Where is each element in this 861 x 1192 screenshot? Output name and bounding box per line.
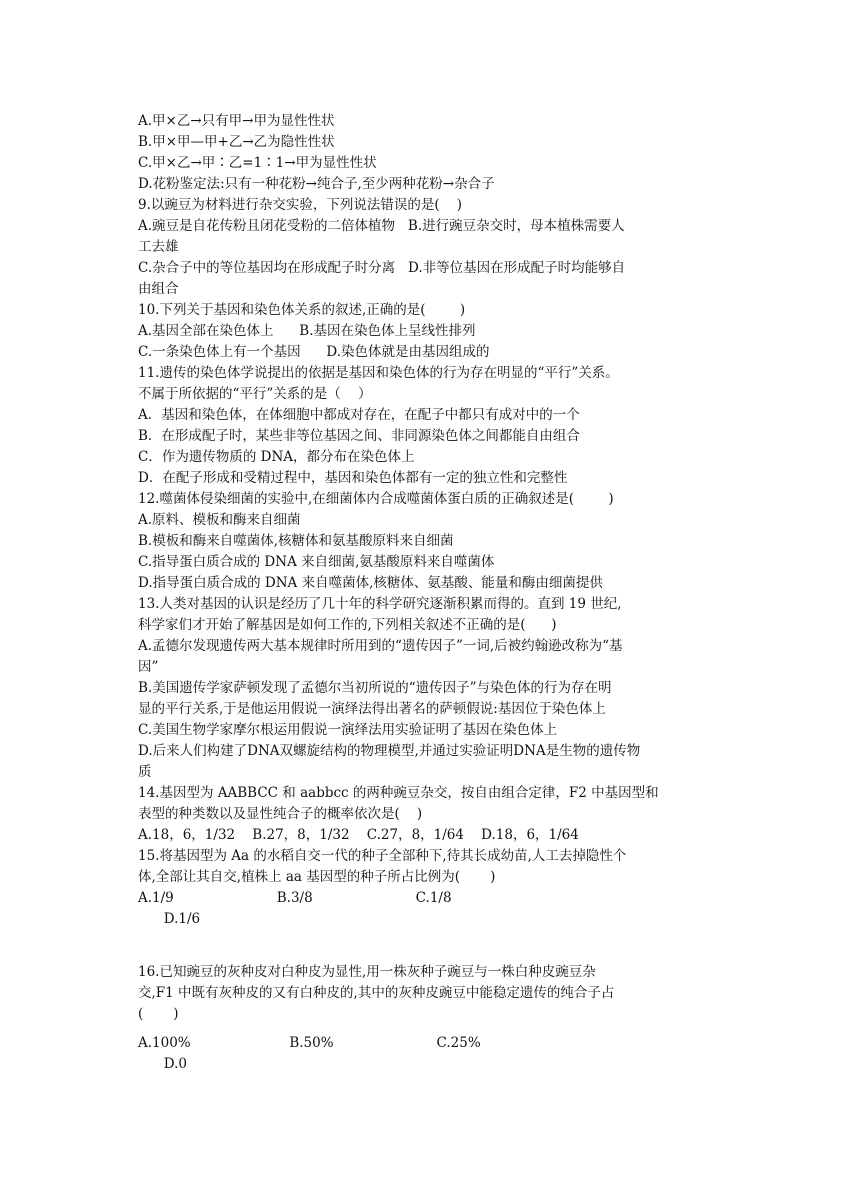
text-line: C.杂合子中的等位基因均在形成配子时分离 D.非等位基因在形成配子时均能够自 bbox=[138, 260, 626, 276]
text-line: A.甲×乙→只有甲→甲为显性性状 bbox=[138, 113, 335, 129]
text-line: A．基因和染色体，在体细胞中都成对存在，在配子中都只有成对中的一个 bbox=[138, 407, 580, 423]
text-line: 交,F1 中既有灰种皮的又有白种皮的,其中的灰种皮豌豆中能稳定遗传的纯合子占 bbox=[138, 985, 615, 1001]
text-line: 体,全部让其自交,植株上 aa 基因型的种子所占比例为( ) bbox=[138, 869, 496, 885]
text-line: D.后来人们构建了DNA双螺旋结构的物理模型,并通过实验证明DNA是生物的遗传物 bbox=[138, 743, 641, 759]
text-line: A.100% B.50% C.25% bbox=[138, 1035, 481, 1051]
text-line: ( ) bbox=[138, 1006, 179, 1022]
text-line: 科学家们才开始了解基因是如何工作的,下列相关叙述不正确的是( ) bbox=[138, 617, 557, 633]
question-16: 16.已知豌豆的灰种皮对白种皮为显性,用一株灰种子豌豆与一株白种皮豌豆杂 bbox=[138, 964, 596, 980]
text-line: D.0 bbox=[138, 1056, 187, 1072]
text-line: D.花粉鉴定法:只有一种花粉→纯合子,至少两种花粉→杂合子 bbox=[138, 176, 495, 192]
text-line: 工去雄 bbox=[138, 239, 179, 255]
question-11: 11.遗传的染色体学说提出的依据是基因和染色体的行为存在明显的“平行”关系。 bbox=[138, 365, 619, 381]
text-line: B.美国遗传学家萨顿发现了孟德尔当初所说的“遗传因子”与染色体的行为存在明 bbox=[138, 680, 612, 696]
text-line: C.一条染色体上有一个基因 D.染色体就是由基因组成的 bbox=[138, 344, 490, 360]
text-line: B．在形成配子时，某些非等位基因之间、非同源染色体之间都能自由组合 bbox=[138, 428, 580, 444]
text-line: 由组合 bbox=[138, 281, 179, 297]
text-line: A.孟德尔发现遗传两大基本规律时所用到的“遗传因子”一词,后被约翰逊改称为“基 bbox=[138, 638, 623, 654]
text-line: C.指导蛋白质合成的 DNA 来自细菌,氨基酸原料来自噬菌体 bbox=[138, 554, 495, 570]
text-line: B.模板和酶来自噬菌体,核糖体和氨基酸原料来自细菌 bbox=[138, 533, 454, 549]
text-line: A.18，6，1/32 B.27，8，1/32 C.27，8，1/64 D.18，6，1/64 bbox=[138, 827, 579, 843]
question-14: 14.基因型为 AABBCC 和 aabbcc 的两种豌豆杂交，按自由组合定律，F2 中基因型和 bbox=[138, 785, 659, 801]
question-15: 15.将基因型为 Aa 的水稻自交一代的种子全部种下,待其长成幼苗,人工去掉隐性个 bbox=[138, 848, 627, 864]
text-line: D．在配子形成和受精过程中，基因和染色体都有一定的独立性和完整性 bbox=[138, 470, 568, 486]
text-line: 质 bbox=[138, 764, 152, 780]
text-line: 显的平行关系,于是他运用假说一演绎法得出著名的萨顿假说:基因位于染色体上 bbox=[138, 701, 606, 717]
text-line: C.甲×乙→甲∶乙=1∶1→甲为显性性状 bbox=[138, 155, 377, 171]
text-line: C．作为遗传物质的 DNA，都分布在染色体上 bbox=[138, 449, 415, 465]
text-line: A.豌豆是自花传粉且闭花受粉的二倍体植物 B.进行豌豆杂交时，母本植株需要人 bbox=[138, 218, 625, 234]
question-9: 9.以豌豆为材料进行杂交实验，下列说法错误的是( ) bbox=[138, 197, 463, 213]
text-line: 因” bbox=[138, 659, 159, 675]
text-line: C.美国生物学家摩尔根运用假说一演绎法用实验证明了基因在染色体上 bbox=[138, 722, 558, 738]
text-line: D.1/6 bbox=[138, 911, 201, 927]
question-10: 10.下列关于基因和染色体关系的叙述,正确的是( ) bbox=[138, 302, 466, 318]
text-line: A.1/9 B.3/8 C.1/8 bbox=[138, 890, 452, 906]
question-12: 12.噬菌体侵染细菌的实验中,在细菌体内合成噬菌体蛋白质的正确叙述是( ) bbox=[138, 491, 614, 507]
text-line: D.指导蛋白质合成的 DNA 来自噬菌体,核糖体、氨基酸、能量和酶由细菌提供 bbox=[138, 575, 603, 591]
text-line: A.基因全部在染色体上 B.基因在染色体上呈线性排列 bbox=[138, 323, 476, 339]
question-13: 13.人类对基因的认识是经历了几十年的科学研究逐渐积累而得的。直到 19 世纪, bbox=[138, 596, 622, 612]
text-line: A.原料、模板和酶来自细菌 bbox=[138, 512, 301, 528]
text-line: B.甲×甲—甲+乙→乙为隐性性状 bbox=[138, 134, 335, 150]
text-line: 不属于所依据的“平行”关系的是（ ） bbox=[138, 386, 372, 402]
text-line: 表型的种类数以及显性纯合子的概率依次是( ) bbox=[138, 806, 423, 822]
